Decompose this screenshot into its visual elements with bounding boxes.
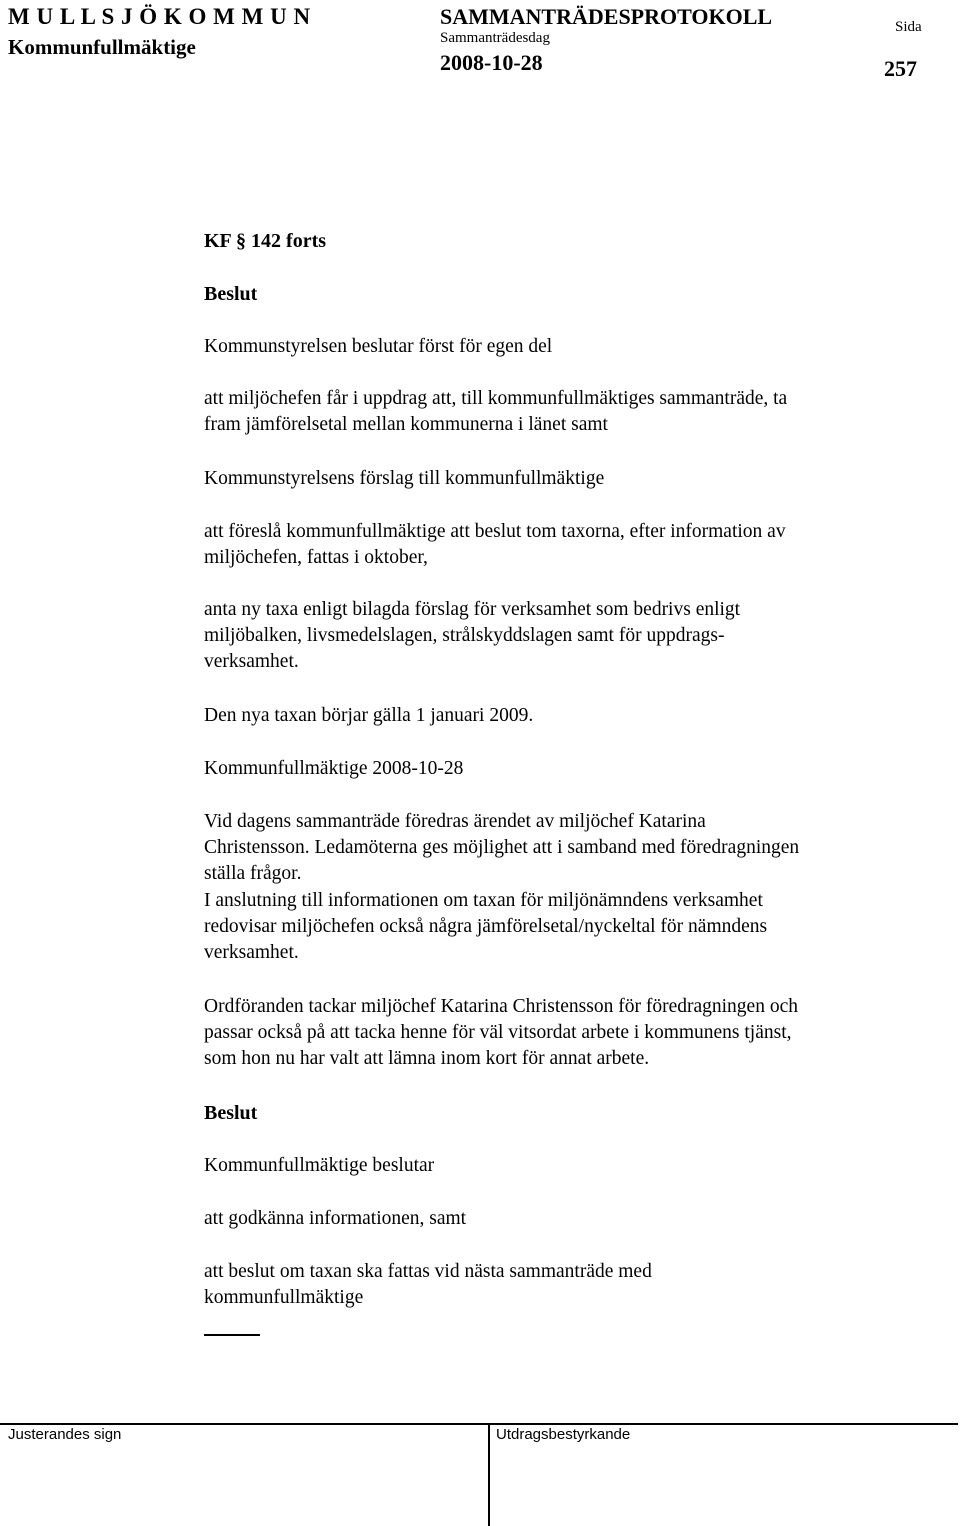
page-number: 257 [884, 56, 917, 81]
paragraph-13-line-1: att beslut om taxan ska fattas vid nästa sammanträde med [204, 1261, 652, 1282]
paragraph-4-line-2: miljöchefen, fattas i oktober, [204, 547, 428, 568]
paragraph-13-line-2: kommunfullmäktige [204, 1287, 364, 1308]
page-label: Sida [895, 19, 922, 35]
footer-top-rule [0, 1423, 958, 1425]
paragraph-10-line-1: Ordföranden tackar miljöchef Katarina Christensson för föredragningen och [204, 996, 798, 1017]
paragraph-5-line-3: verksamhet. [204, 651, 299, 672]
paragraph-1: Kommunstyrelsen beslutar först för egen del [204, 336, 553, 357]
paragraph-2-line-2: fram jämförelsetal mellan kommunerna i länet samt [204, 414, 608, 435]
paragraph-8-line-2: Christensson. Ledamöterna ges möjlighet att i samband med föredragningen [204, 837, 800, 858]
paragraph-3: Kommunstyrelsens förslag till kommunfullmäktige [204, 468, 605, 489]
paragraph-5-line-2: miljöbalken, livsmedelslagen, strålskyddslagen samt för uppdrags- [204, 625, 725, 646]
paragraph-9-line-3: verksamhet. [204, 942, 299, 963]
paragraph-2-line-1: att miljöchefen får i uppdrag att, till kommunfullmäktiges sammanträde, ta [204, 388, 788, 409]
sign-label: Justerandes sign [8, 1426, 122, 1443]
paragraph-11: Kommunfullmäktige beslutar [204, 1155, 435, 1176]
document-type: SAMMANTRÄDESPROTOKOLL [440, 4, 773, 29]
paragraph-7: Kommunfullmäktige 2008-10-28 [204, 758, 464, 779]
certify-label: Utdragsbestyrkande [496, 1426, 631, 1443]
municipality-name: M U L L S J Ö K O M M U N [8, 4, 311, 29]
paragraph-8-line-1: Vid dagens sammanträde föredras ärendet av miljöchef Katarina [204, 811, 706, 832]
paragraph-10-line-2: passar också på att tacka henne för väl vitsordat arbete i kommunens tjänst, [204, 1022, 792, 1043]
paragraph-5-line-1: anta ny taxa enligt bilagda förslag för verksamhet som bedrivs enligt [204, 599, 741, 620]
end-of-section-rule [204, 1334, 260, 1336]
paragraph-6: Den nya taxan börjar gälla 1 januari 2009. [204, 705, 534, 726]
meeting-date: 2008-10-28 [440, 50, 543, 75]
paragraph-4-line-1: att föreslå kommunfullmäktige att beslut tom taxorna, efter information av [204, 521, 786, 542]
paragraph-12: att godkänna informationen, samt [204, 1208, 467, 1229]
assembly-name: Kommunfullmäktige [8, 35, 196, 59]
meeting-date-label: Sammanträdesdag [440, 30, 550, 46]
paragraph-10-line-3: som hon nu har valt att lämna inom kort för annat arbete. [204, 1048, 650, 1069]
paragraph-9-line-2: redovisar miljöchefen också några jämförelsetal/nyckeltal för nämndens [204, 916, 768, 937]
footer-divider [488, 1423, 490, 1526]
paragraph-8-line-3: ställa frågor. [204, 863, 302, 884]
heading-beslut-2: Beslut [204, 1102, 258, 1124]
heading-beslut-1: Beslut [204, 283, 258, 305]
paragraph-9-line-1: I anslutning till informationen om taxan för miljönämndens verksamhet [204, 890, 763, 911]
section-title: KF § 142 forts [204, 230, 327, 252]
